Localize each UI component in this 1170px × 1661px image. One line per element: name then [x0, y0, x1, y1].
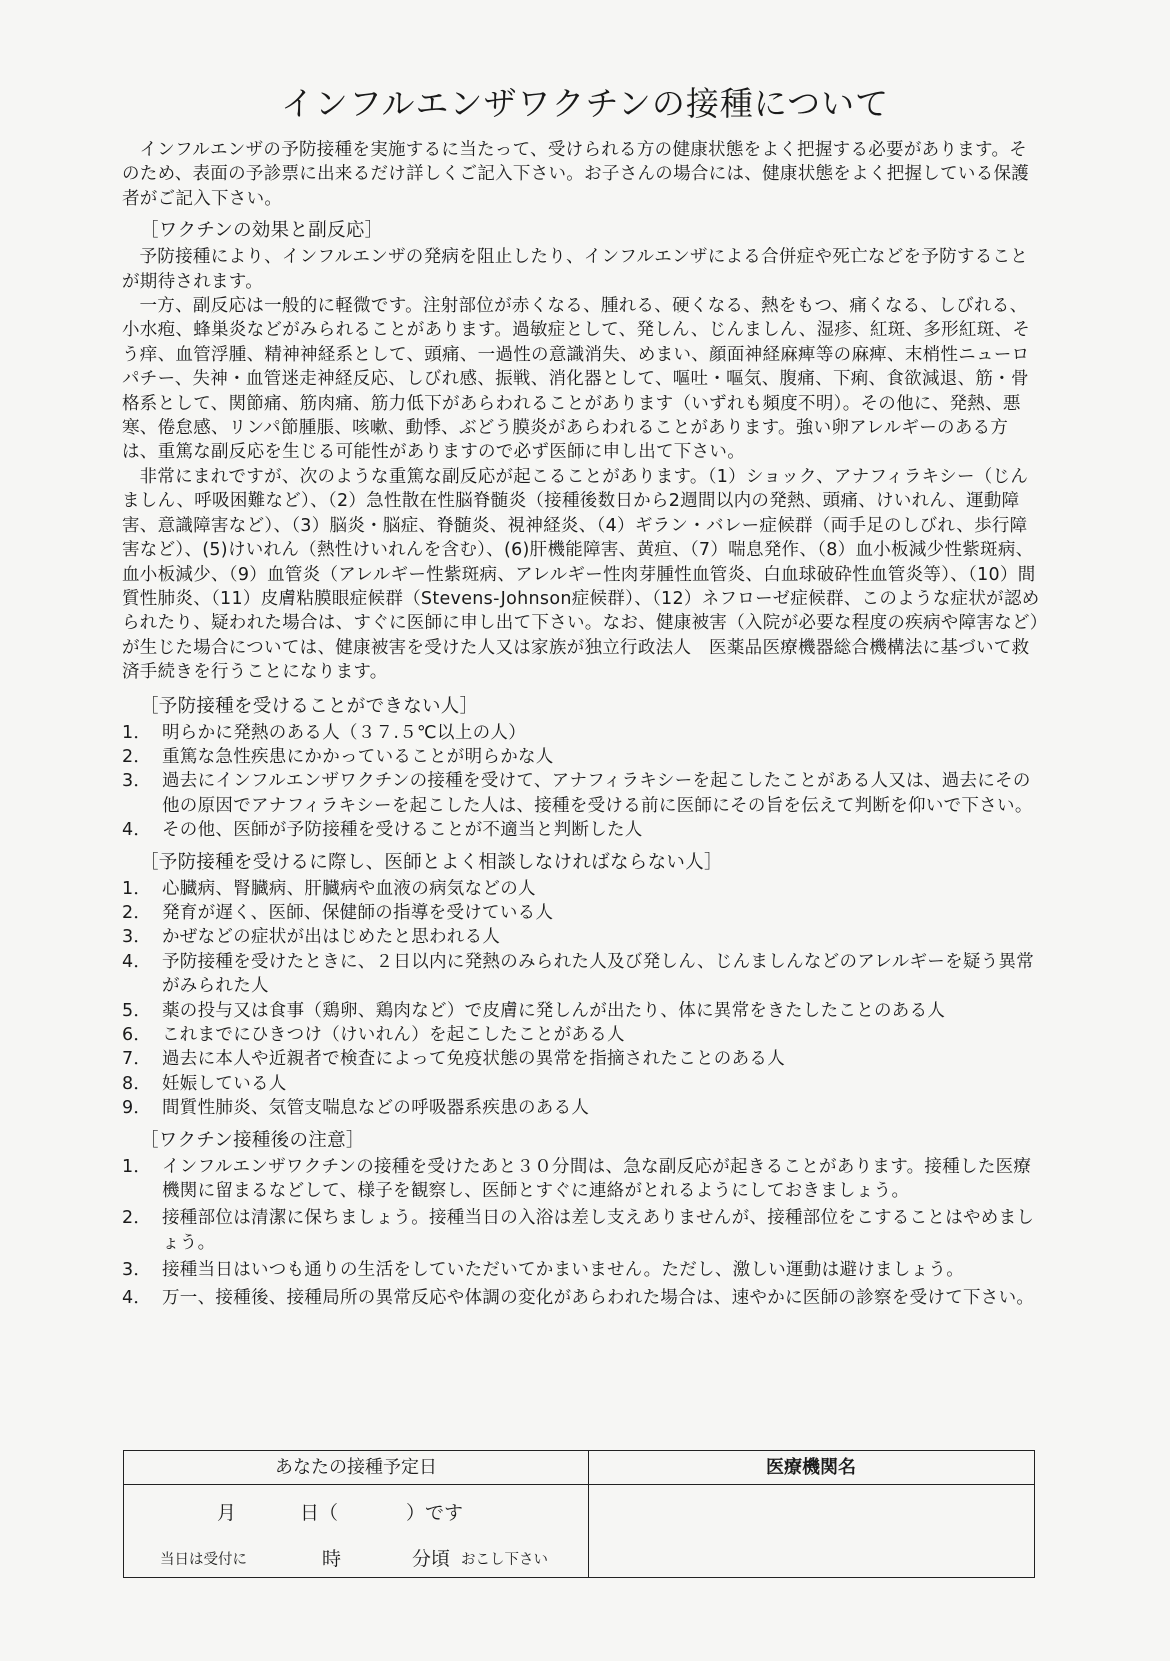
item-number: 4．: [122, 1287, 152, 1308]
item-number: 1．: [122, 878, 152, 899]
list-item: [122, 925, 1042, 949]
item-text: 万一、接種後、接種局所の異常反応や体調の変化があらわれた場合は、速やかに医師の診察を受けて下さい。: [162, 1287, 1035, 1308]
item-text: その他、医師が予防接種を受けることが不適当と判断した人: [162, 820, 643, 841]
item-number: 2．: [122, 1208, 152, 1229]
clinic-name-field[interactable]: [590, 1486, 1034, 1577]
clinic-name-header: 医療機関名: [766, 1457, 856, 1478]
list-item: [122, 1258, 1042, 1282]
item-text: 接種部位は清潔に保ちましょう。接種当日の入浴は差し支えありませんが、接種部位をこすることはやめましょう。: [162, 1208, 1035, 1253]
item-text: インフルエンザワクチンの接種を受けたあと３０分間は、急な副反応が起きることがあります。接種した医療機関に留まるなどして、様子を観察し、医師とすぐに連絡がとれるようにしておきましょう。: [162, 1156, 1032, 1202]
list-item: [122, 1206, 1042, 1255]
item-text: 発育が遅く、医師、保健師の指導を受けている人: [162, 902, 554, 923]
effects-paragraph: 予防接種により、インフルエンザの発病を阻止したり、インフルエンザによる合併症や死亡などを予防することが期待されます。: [122, 247, 1029, 292]
after-section: [122, 1127, 1042, 1310]
item-text: 妊娠している人: [162, 1073, 287, 1094]
consult-section: [122, 849, 1042, 1121]
item-text: 過去に本人や近親者で検査によって免疫状態の異常を指摘されたことのある人: [162, 1049, 785, 1070]
desu-label: ）です: [406, 1502, 464, 1524]
item-number: 1．: [122, 722, 152, 743]
item-text: これまでにひきつけ（けいれん）を起こしたことがある人: [162, 1025, 625, 1045]
month-label: 月: [217, 1502, 237, 1524]
item-text: 予防接種を受けたときに、２日以内に発熱のみられた人及び発しん、じんましんなどのアレルギーを疑う異常がみられた人: [162, 951, 1035, 997]
after-list: [122, 1155, 1042, 1310]
list-item: [122, 1096, 1042, 1120]
effects-paragraph: 一方、副反応は一般的に軽微です。注射部位が赤くなる、腫れる、硬くなる、熱をもつ、痛くなる、しびれる、小水疱、蜂巣炎などがみられることがあります。過敏症として、発しん、じんましん、湿疹、紅斑、多形紅斑、そう痒、血管浮腫、精神神経系として、頭痛、一過性の意識消失、めまい、顔面神経麻痺等の麻痺、末梢性ニューロパチー、失神・血管迷走神経反応、しびれ感、振戦、消化器として、嘔吐・嘔気、腹痛、下痢、食欲減退、筋・骨格系として、関節痛、筋肉痛、筋力低下があらわれることがあります（いずれも頻度不明）。その他に、発熱、悪寒、倦怠感、リンパ節腫脹、咳嗽、動悸、ぶどう膜炎があらわれることがあります。強い卵アレルギーのある方は、重篤な副反応を生じる可能性がありますので必ず医師に申し出て下さい。: [122, 296, 1031, 463]
list-item: [122, 901, 1042, 925]
item-number: 5．: [122, 1000, 152, 1021]
list-item: [122, 950, 1042, 999]
come-label: おこし下さい: [461, 1552, 548, 1568]
cannot-section: [122, 693, 1042, 843]
item-number: 3．: [122, 927, 152, 948]
item-number: 6．: [122, 1025, 152, 1045]
cannot-heading: ［予防接種を受けることができない人］: [140, 695, 479, 717]
reception-label: 当日は受付に: [160, 1552, 247, 1568]
list-item: [122, 1047, 1042, 1071]
consult-heading: ［予防接種を受けるに際し、医師とよく相談しなければならない人］: [140, 851, 723, 873]
list-item: [122, 745, 1042, 769]
item-text: 接種当日はいつも通りの生活をしていただいてかまいません。ただし、激しい運動は避けましょう。: [162, 1260, 965, 1281]
schedule-table: [123, 1450, 1035, 1578]
item-text: 重篤な急性疾患にかかっていることが明らかな人: [162, 746, 554, 767]
list-item: [122, 1072, 1042, 1096]
schedule-date-header: あなたの接種予定日: [275, 1457, 437, 1478]
day-label: 日（: [300, 1502, 339, 1524]
list-item: [122, 877, 1042, 901]
effects-heading: ［ワクチンの効果と副反応］: [140, 220, 384, 242]
item-number: 9．: [122, 1098, 152, 1119]
item-text: 間質性肺炎、気管支喘息などの呼吸器系疾患のある人: [162, 1098, 590, 1119]
minute-label: 分頃: [412, 1548, 451, 1570]
item-number: 3．: [122, 1260, 152, 1281]
intro-paragraph: インフルエンザの予防接種を実施するに当たって、受けられる方の健康状態をよく把握する必要があります。そのため、表面の予診票に出来るだけ詳しくご記入下さい。お子さんの場合には、健康状態をよく把握している保護者がご記入下さい。: [122, 140, 1030, 209]
hour-label: 時: [322, 1548, 342, 1570]
item-number: 1．: [122, 1156, 152, 1177]
list-item: [122, 818, 1042, 842]
cannot-list: [122, 721, 1042, 843]
item-number: 2．: [122, 902, 152, 923]
after-heading: ［ワクチン接種後の注意］: [140, 1129, 365, 1151]
list-item: [122, 1286, 1042, 1310]
list-item: [122, 1155, 1042, 1204]
item-number: 2．: [122, 746, 152, 767]
effects-section: [122, 217, 1042, 684]
consult-list: [122, 877, 1042, 1121]
item-number: 4．: [122, 820, 152, 841]
list-item: [122, 769, 1042, 818]
page-title: インフルエンザワクチンの接種について: [280, 84, 890, 123]
item-text: 心臓病、腎臓病、肝臓病や血液の病気などの人: [162, 878, 536, 899]
item-text: 薬の投与又は食事（鶏卵、鶏肉など）で皮膚に発しんが出たり、体に異常をきたしたことのある人: [162, 1000, 946, 1021]
item-text: 明らかに発熱のある人（３７.５℃以上の人）: [162, 722, 527, 743]
item-text: かぜなどの症状が出はじめたと思われる人: [162, 927, 501, 948]
item-number: 8．: [122, 1073, 152, 1094]
item-text: 過去にインフルエンザワクチンの接種を受けて、アナフィラキシーを起こしたことがある人又は、過去にその他の原因でアナフィラキシーを起こした人は、接種を受ける前に医師にその旨を伝えて判断を仰いで下さい。: [162, 771, 1033, 816]
item-number: 4．: [122, 951, 152, 972]
item-number: 7．: [122, 1049, 152, 1070]
list-item: [122, 1023, 1042, 1047]
list-item: [122, 721, 1042, 745]
effects-paragraph: 非常にまれですが、次のような重篤な副反応が起こることがあります。（1）ショック、アナフィラキシー（じんましん、呼吸困難など）、（2）急性散在性脳脊髄炎（接種後数日から2週間以内の発熱、頭痛、けいれん、運動障害、意識障害など）、（3）脳炎・脳症、脊髄炎、視神経炎、（4）ギラン・バレー症候群（両手足のしびれ、歩行障害など）、(5)けいれん（熱性けいれんを含む）、(6)肝機能障害、黄疸、（7）喘息発作、（8）血小板減少性紫斑病、血小板減少、（9）血管炎（アレルギー性紫斑病、アレルギー性肉芽腫性血管炎、白血球破砕性血管炎等）、（10）間質性肺炎、（11）皮膚粘膜眼症候群（Stevens-Johnson症候群）、（12）ネフローゼ症候群、このような症状が認められたり、疑われた場合は、すぐに医師に申し出て下さい。なお、健康被害（入院が必要な程度の疾病や障害など）が生じた場合については、健康被害を受けた人又は家族が独立行政法人 医薬品医療機器総合機構法に基づいて救済手続きを行うことになります。: [122, 466, 1040, 683]
item-number: 3．: [122, 771, 152, 792]
document-body: [122, 138, 1042, 1313]
table-header-line: [124, 1484, 1034, 1485]
list-item: [122, 999, 1042, 1023]
